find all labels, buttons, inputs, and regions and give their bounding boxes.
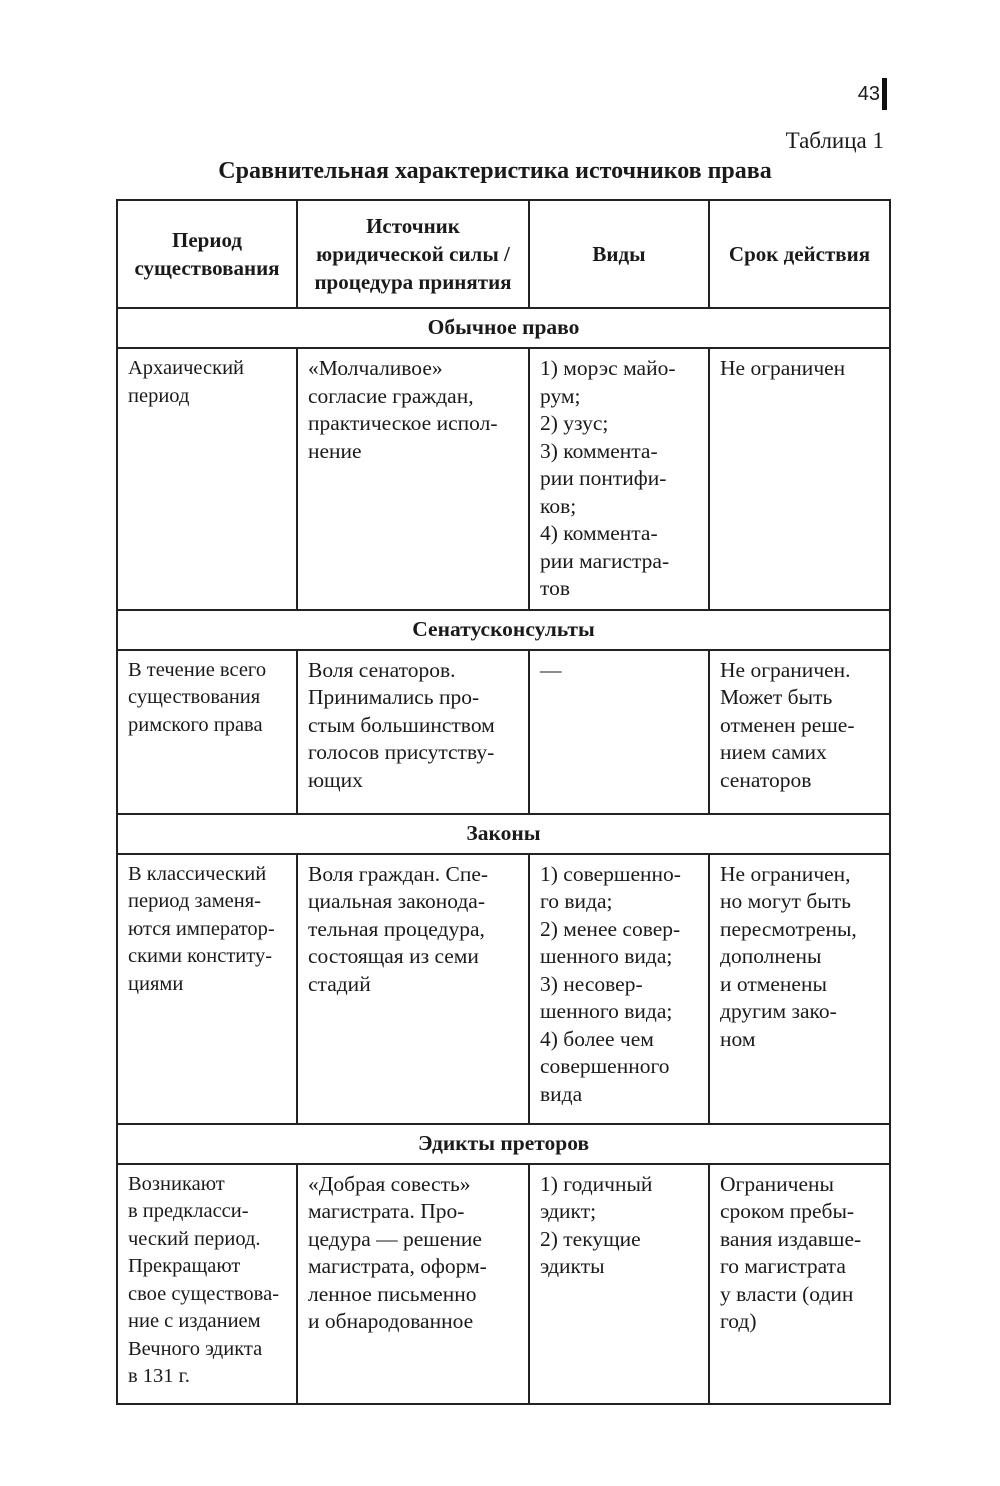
cell-line: Может быть <box>720 685 833 709</box>
cell-line: нение <box>308 438 362 463</box>
cell-line: рум; <box>540 383 581 408</box>
cell-source <box>297 348 529 610</box>
cell-term <box>709 1164 890 1404</box>
table-row <box>117 348 890 610</box>
cell-line: ние с изданием <box>128 1310 261 1332</box>
cell-line: го магистрата <box>720 1254 846 1278</box>
cell-line: Прекращают <box>128 1255 241 1277</box>
cell-line: 3) коммента- <box>540 438 658 463</box>
cell-line: тов <box>540 576 571 600</box>
comparison-table <box>116 199 891 1405</box>
cell-line: «Молчаливое» <box>308 356 443 380</box>
cell-line: и обнародованное <box>308 1309 474 1333</box>
cell-line: 3) несовер- <box>540 971 643 996</box>
cell-types <box>529 1164 709 1404</box>
cell-period <box>117 1164 297 1404</box>
cell-line: в 131 г. <box>128 1365 190 1387</box>
cell-line: эдикты <box>540 1254 605 1278</box>
cell-line: — <box>540 657 562 682</box>
cell-source <box>297 854 529 1124</box>
section-title: Сенатусконсульты <box>117 610 890 650</box>
cell-line: состоящая из семи <box>308 944 479 968</box>
cell-line: 4) более чем <box>540 1026 654 1051</box>
section-title-row <box>117 610 890 650</box>
header-source: Источник юридической силы / процедура принятия <box>297 200 529 308</box>
cell-line: тельная процедура, <box>308 916 485 941</box>
cell-line: магистрата, оформ- <box>308 1254 487 1278</box>
cell-line: пересмотрены, <box>720 916 857 941</box>
cell-line: ков; <box>540 493 577 518</box>
cell-source <box>297 650 529 814</box>
cell-line: Не ограничен. <box>720 657 851 682</box>
cell-line: голосов присутству- <box>308 740 495 764</box>
table-row <box>117 854 890 1124</box>
cell-line: 1) совершенно- <box>540 861 681 886</box>
cell-line: нием самих <box>720 740 827 764</box>
cell-line: «Добрая совесть» <box>308 1171 471 1196</box>
cell-line: Ограничены <box>720 1171 834 1196</box>
cell-line: совершенного <box>540 1054 670 1078</box>
cell-line: дополнены <box>720 944 822 968</box>
cell-line: практическое испол- <box>308 411 498 435</box>
cell-line: ются император- <box>128 917 275 940</box>
cell-line: Воля граждан. Спе- <box>308 861 489 886</box>
page-number: 43 <box>857 83 880 105</box>
cell-line: Вечного эдикта <box>128 1337 263 1360</box>
cell-line: стым большинством <box>308 712 495 737</box>
cell-source <box>297 1164 529 1404</box>
cell-period <box>117 854 297 1124</box>
cell-line: 1) морэс майо- <box>540 356 676 380</box>
cell-line: сенаторов <box>720 767 812 792</box>
cell-line: сроком пребы- <box>720 1199 855 1223</box>
cell-term <box>709 650 890 814</box>
cell-line: шенного вида; <box>540 999 673 1023</box>
header-term: Срок действия <box>709 200 890 308</box>
cell-line: рии магистра- <box>540 548 670 573</box>
page-number-bar <box>882 78 887 110</box>
cell-line: вания издавше- <box>720 1226 862 1251</box>
section-title: Обычное право <box>117 308 890 348</box>
section-title: Законы <box>117 814 890 854</box>
cell-line: период заменя- <box>128 890 261 912</box>
table-header-row <box>117 200 890 308</box>
cell-line: Не ограничен <box>720 356 846 380</box>
cell-line: эдикт; <box>540 1199 597 1223</box>
cell-types <box>529 650 709 814</box>
table-row <box>117 1164 890 1404</box>
cell-line: 1) годичный <box>540 1171 653 1196</box>
cell-types <box>529 854 709 1124</box>
cell-line: 2) текущие <box>540 1226 641 1251</box>
cell-line: скими конститу- <box>128 945 273 967</box>
cell-line: цедура — решение <box>308 1226 482 1251</box>
cell-line: 2) менее совер- <box>540 916 681 941</box>
cell-line: и отменены <box>720 971 827 996</box>
cell-line: римского права <box>128 713 263 736</box>
cell-line: отменен реше- <box>720 712 855 737</box>
cell-line: 2) узус; <box>540 411 609 435</box>
header-types: Виды <box>529 200 709 308</box>
cell-line: Возникают <box>128 1172 225 1195</box>
cell-term <box>709 348 890 610</box>
cell-line: Не ограничен, <box>720 861 851 886</box>
cell-line: согласие граждан, <box>308 383 474 408</box>
cell-line: стадий <box>308 971 371 996</box>
cell-line: ческий период. <box>128 1227 261 1250</box>
section-title: Эдикты преторов <box>117 1124 890 1164</box>
cell-line: Принимались про- <box>308 685 480 709</box>
cell-line: го вида; <box>540 889 613 913</box>
cell-line: свое существова- <box>128 1282 280 1305</box>
cell-term <box>709 854 890 1124</box>
header-period: Период существования <box>117 200 297 308</box>
cell-line: Архаический <box>128 357 245 379</box>
cell-line: магистрата. Про- <box>308 1199 465 1223</box>
cell-period <box>117 348 297 610</box>
cell-line: Воля сенаторов. <box>308 657 456 682</box>
cell-line: год) <box>720 1309 757 1333</box>
cell-types <box>529 348 709 610</box>
cell-line: циальная законода- <box>308 889 486 913</box>
cell-line: В течение всего <box>128 658 267 681</box>
cell-line: В классический <box>128 862 267 885</box>
table-label: Таблица 1 <box>785 128 884 153</box>
cell-line: ном <box>720 1026 756 1051</box>
section-title-row <box>117 1124 890 1164</box>
cell-line: существования <box>128 686 261 708</box>
cell-line: шенного вида; <box>540 944 673 968</box>
cell-line: у власти (один <box>720 1281 854 1306</box>
cell-line: но могут быть <box>720 889 851 913</box>
table-title: Сравнительная характеристика источников права <box>218 158 772 184</box>
cell-line: в предкласси- <box>128 1200 249 1222</box>
cell-line: ленное письменно <box>308 1281 477 1306</box>
cell-period <box>117 650 297 814</box>
cell-line: рии понтифи- <box>540 466 667 490</box>
cell-line: другим зако- <box>720 999 837 1023</box>
cell-line: циями <box>128 972 184 995</box>
cell-line: вида <box>540 1081 583 1106</box>
table-row <box>117 650 890 814</box>
section-title-row <box>117 308 890 348</box>
cell-line: ющих <box>308 767 363 792</box>
cell-line: период <box>128 384 190 407</box>
cell-line: 4) коммента- <box>540 521 658 545</box>
section-title-row <box>117 814 890 854</box>
